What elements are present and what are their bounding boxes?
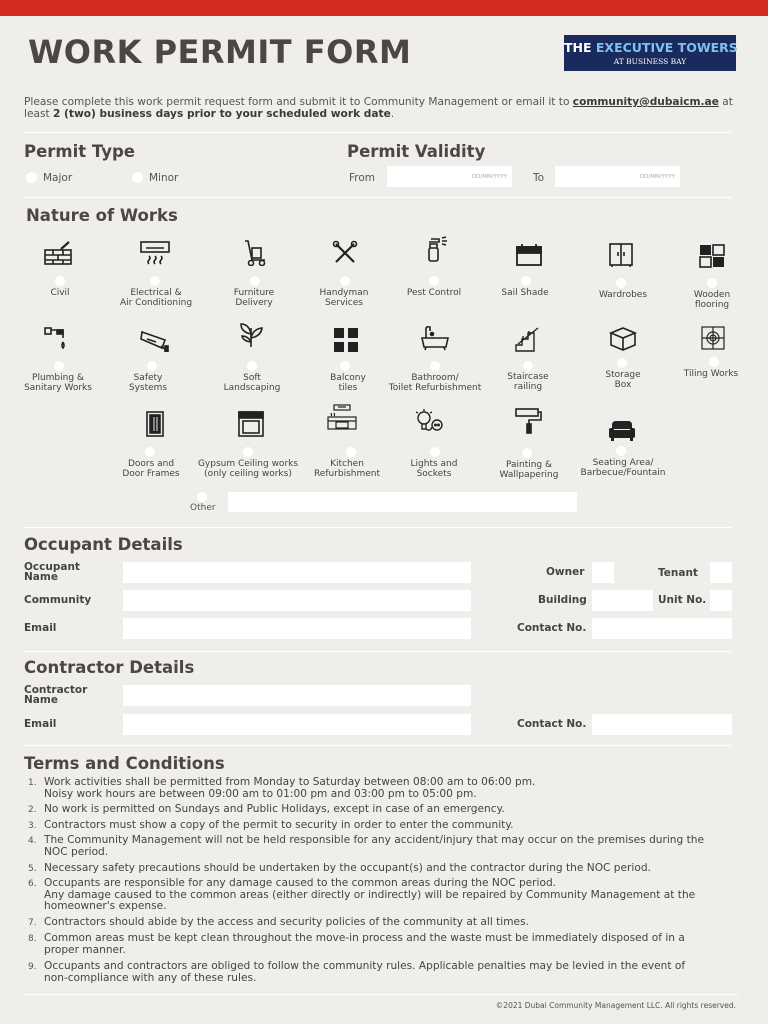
occupant-email-label: Email — [24, 622, 57, 634]
tools-icon — [330, 240, 360, 266]
sail-shade-checkbox[interactable] — [521, 276, 531, 286]
intro-paragraph — [24, 96, 740, 120]
tiles-icon — [699, 325, 729, 351]
sofa-icon — [607, 419, 637, 445]
contractor-email-field[interactable] — [123, 714, 471, 735]
hand-truck-icon — [239, 240, 269, 266]
work-label-landscaping: Soft Landscaping — [223, 373, 281, 393]
permit-type-minor-radio[interactable] — [132, 172, 143, 183]
permit-validity-heading: Permit Validity — [347, 142, 486, 161]
work-label-electrical: Electrical & Air Conditioning — [119, 288, 193, 308]
to-date-field[interactable]: DD/MM/YYYY — [555, 166, 680, 187]
work-label-civil: Civil — [50, 288, 70, 298]
logo-name: EXECUTIVE TOWERS — [595, 40, 738, 55]
work-label-safety: Safety Systems — [128, 373, 168, 393]
terms-text: The Community Management will not be held responsible for any accident/injury that may occur on the premises during the NOC period. — [44, 834, 704, 858]
tiling-works-checkbox[interactable] — [709, 357, 719, 367]
seating-area-checkbox[interactable] — [616, 446, 626, 456]
community-field[interactable] — [123, 590, 471, 611]
divider — [24, 994, 738, 995]
terms-text: Necessary safety precautions should be undertaken by the occupant(s) and the contractor during the NOC period. — [44, 862, 651, 874]
occupant-contact-field[interactable] — [592, 618, 732, 639]
civil-checkbox[interactable] — [55, 276, 65, 286]
other-label: Other — [190, 503, 216, 513]
divider — [24, 651, 732, 652]
doors-checkbox[interactable] — [145, 447, 155, 457]
tenant-checkbox[interactable] — [710, 562, 732, 583]
bulb-socket-icon — [414, 408, 444, 434]
door-icon — [140, 411, 170, 437]
work-label-wardrobes: Wardrobes — [598, 290, 648, 300]
intro-text-3: . — [390, 108, 395, 120]
contractor-name-field[interactable] — [123, 685, 471, 706]
wardrobe-icon — [606, 242, 636, 268]
safety-systems-checkbox[interactable] — [147, 361, 157, 371]
top-accent-bar — [0, 0, 768, 16]
logo-the: THE — [564, 40, 592, 55]
storage-box-icon — [608, 325, 638, 351]
unit-no-label: Unit No. — [658, 594, 707, 606]
staircase-checkbox[interactable] — [523, 361, 533, 371]
terms-number: 6. — [28, 879, 37, 889]
owner-label: Owner — [546, 566, 585, 578]
terms-text: Work activities shall be permitted from Monday to Saturday between 08:00 am to 06:00 pm. Noisy work hours are between 09:00 am to 01:00 pm and 03:00 pm to 05:00 pm. — [44, 776, 536, 800]
occupant-contact-label: Contact No. — [517, 622, 587, 634]
occupant-email-field[interactable] — [123, 618, 471, 639]
storage-box-checkbox[interactable] — [617, 358, 627, 368]
work-label-plumbing: Plumbing & Sanitary Works — [24, 373, 92, 393]
divider — [24, 197, 732, 198]
brand-logo — [564, 35, 736, 71]
divider — [24, 527, 732, 528]
permit-type-major-label: Major — [43, 172, 73, 184]
intro-text-2: at least — [24, 96, 733, 120]
staircase-icon — [514, 326, 544, 352]
terms-number: 8. — [28, 934, 37, 944]
contractor-name-label: Contractor Name — [24, 684, 88, 706]
wooden-floor-icon — [698, 243, 728, 269]
work-label-storage-box: Storage Box — [605, 370, 641, 390]
gypsum-ceiling-checkbox[interactable] — [243, 447, 253, 457]
community-label: Community — [24, 594, 92, 606]
divider — [24, 745, 732, 746]
terms-text: Common areas must be kept clean throughout the move-in process and the waste must be immediately disposed of in a proper manner. — [44, 932, 685, 956]
plant-icon — [236, 322, 266, 348]
terms-number: 2. — [28, 805, 37, 815]
occupant-details-heading: Occupant Details — [24, 535, 183, 554]
balcony-tiles-checkbox[interactable] — [340, 361, 350, 371]
community-email-link[interactable]: community@dubaicm.ae — [572, 96, 719, 108]
permit-type-heading: Permit Type — [24, 142, 135, 161]
occupant-name-label: Occupant Name — [24, 561, 80, 583]
pest-control-checkbox[interactable] — [429, 276, 439, 286]
kitchen-icon — [327, 404, 357, 430]
plumbing-checkbox[interactable] — [54, 361, 64, 371]
divider — [24, 132, 732, 133]
contractor-contact-label: Contact No. — [517, 718, 587, 730]
terms-text: Occupants and contractors are obliged to follow the community rules. Applicable penalties may be levied in the event of non-compliance with any of these rules. — [44, 960, 686, 984]
work-label-furniture: Furniture Delivery — [233, 288, 275, 308]
occupant-name-field[interactable] — [123, 562, 471, 583]
logo-subtitle: AT BUSINESS BAY — [613, 57, 687, 66]
bathroom-checkbox[interactable] — [430, 361, 440, 371]
landscaping-checkbox[interactable] — [247, 361, 257, 371]
work-label-handyman: Handyman Services — [319, 288, 369, 308]
paint-roller-icon — [514, 408, 544, 434]
painting-checkbox[interactable] — [522, 448, 532, 458]
work-label-lights: Lights and Sockets — [410, 459, 458, 479]
terms-number: 1. — [28, 778, 37, 788]
ceiling-icon — [236, 411, 266, 437]
lights-sockets-checkbox[interactable] — [430, 447, 440, 457]
work-label-doors: Doors and Door Frames — [122, 459, 180, 479]
security-camera-icon — [139, 326, 169, 352]
terms-heading: Terms and Conditions — [24, 754, 225, 773]
permit-type-minor-label: Minor — [149, 172, 179, 184]
work-label-kitchen: Kitchen Refurbishment — [313, 459, 381, 479]
electrical-checkbox[interactable] — [150, 276, 160, 286]
permit-type-major-radio[interactable] — [26, 172, 37, 183]
work-label-pest-control: Pest Control — [406, 288, 462, 298]
work-label-bathroom: Bathroom/ Toilet Refurbishment — [388, 373, 482, 393]
work-label-gypsum: Gypsum Ceiling works (only ceiling works) — [197, 459, 299, 479]
intro-deadline: 2 (two) business days prior to your scheduled work date — [53, 108, 391, 120]
building-field[interactable] — [592, 590, 653, 611]
contractor-email-label: Email — [24, 718, 57, 730]
terms-text: Occupants are responsible for any damage caused to the common areas during the NOC period. Any damage caused to the common areas (either directly or indirectly) will be repaired by Community Management at the homeowner's expense. — [44, 877, 696, 912]
building-label: Building — [538, 594, 587, 606]
work-label-painting: Painting & Wallpapering — [499, 460, 559, 480]
terms-number: 7. — [28, 918, 37, 928]
other-field[interactable] — [228, 492, 577, 512]
wardrobes-checkbox[interactable] — [616, 278, 626, 288]
work-label-tiling: Tiling Works — [683, 369, 739, 379]
work-label-seating: Seating Area/ Barbecue/Fountain — [580, 458, 666, 478]
from-label: From — [349, 172, 376, 184]
contractor-details-heading: Contractor Details — [24, 658, 195, 677]
intro-text: Please complete this work permit request form and submit it to Community Management or email it to — [24, 96, 573, 108]
to-label: To — [533, 172, 545, 184]
handyman-checkbox[interactable] — [340, 276, 350, 286]
sail-shade-icon — [514, 242, 544, 268]
footer-copyright: ©2021 Dubai Community Management LLC. All rights reserved. — [495, 1001, 736, 1010]
contractor-contact-field[interactable] — [592, 714, 732, 735]
bathtub-icon — [420, 325, 450, 351]
terms-text: Contractors must show a copy of the permit to security in order to enter the community. — [44, 819, 514, 831]
brick-wall-icon — [43, 240, 73, 266]
work-label-wooden-flooring: Wooden flooring — [693, 290, 731, 310]
tenant-label: Tenant — [658, 567, 698, 579]
work-label-balcony-tiles: Balcony tiles — [330, 373, 366, 393]
terms-number: 9. — [28, 962, 37, 972]
from-date-field[interactable]: DD/MM/YYYY — [387, 166, 512, 187]
page-title: WORK PERMIT FORM — [28, 33, 412, 71]
faucet-icon — [43, 325, 73, 351]
terms-number: 4. — [28, 836, 37, 846]
nature-of-works-heading: Nature of Works — [26, 206, 178, 225]
kitchen-checkbox[interactable] — [346, 447, 356, 457]
other-checkbox[interactable] — [197, 492, 207, 502]
furniture-delivery-checkbox[interactable] — [250, 276, 260, 286]
work-label-sail-shade: Sail Shade — [501, 288, 549, 298]
terms-number: 5. — [28, 864, 37, 874]
wooden-flooring-checkbox[interactable] — [707, 278, 717, 288]
unit-no-field[interactable] — [710, 590, 732, 611]
air-conditioner-icon — [140, 240, 170, 266]
terms-text: No work is permitted on Sundays and Public Holidays, except in case of an emergency. — [44, 803, 505, 815]
terms-number: 3. — [28, 821, 37, 831]
terms-text: Contractors should abide by the access and security policies of the community at all times. — [44, 916, 529, 928]
work-label-staircase: Staircase railing — [507, 372, 549, 392]
spray-bottle-icon — [420, 236, 450, 262]
balcony-tiles-icon — [331, 327, 361, 353]
owner-checkbox[interactable] — [592, 562, 614, 583]
